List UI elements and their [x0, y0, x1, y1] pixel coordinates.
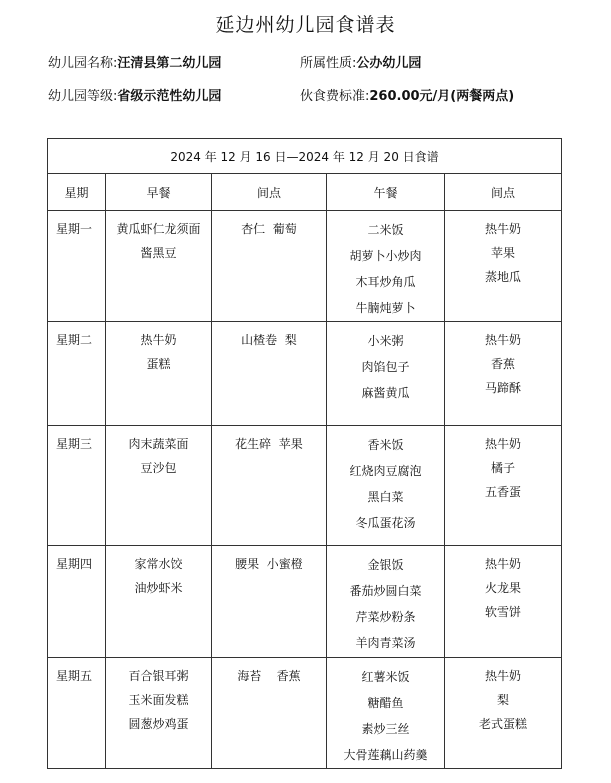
type-value: 公办幼儿园: [356, 56, 422, 71]
menu-item: 香蕉: [491, 357, 516, 371]
menu-item: 玉米面发糕: [128, 693, 189, 707]
name-value: 汪清县第二幼儿园: [117, 56, 222, 71]
menu-item: 腰果 小蜜橙: [235, 557, 303, 571]
menu-item: 橘子: [491, 461, 516, 475]
menu-item: 热牛奶: [140, 333, 177, 347]
breakfast-cell: [106, 211, 212, 322]
menu-item: 肉末蔬菜面: [128, 437, 189, 451]
lunch-cell: [327, 658, 445, 769]
kindergarten-name: [48, 52, 221, 71]
menu-item: 红烧肉豆腐泡: [349, 464, 422, 478]
menu-item: 酱黑豆: [140, 246, 177, 260]
menu-item: 二米饭: [367, 223, 404, 237]
fee-value: 260.00元/月(两餐两点): [369, 89, 515, 104]
snack-2-cell: [445, 322, 562, 426]
type-label: 所属性质:: [300, 56, 357, 71]
day-label: 星期五: [56, 669, 93, 683]
date-range-caption: 2024 年 12 月 16 日—2024 年 12 月 20 日食谱: [48, 139, 562, 174]
day-cell: [48, 211, 106, 322]
menu-item: 羊肉青菜汤: [355, 636, 416, 650]
menu-item: 番茄炒圆白菜: [349, 584, 422, 598]
fee-label: 伙食费标准:: [300, 89, 370, 104]
menu-item: 马蹄酥: [485, 381, 522, 395]
menu-item: 五香蛋: [485, 485, 522, 499]
header-snack-1: 间点: [212, 174, 327, 211]
menu-item: 黄瓜虾仁龙须面: [116, 222, 201, 236]
header-lunch: 午餐: [327, 174, 445, 211]
snack-1-cell: [212, 546, 327, 658]
day-cell: [48, 322, 106, 426]
table-row: [48, 211, 562, 322]
table-row: [48, 658, 562, 769]
menu-item: 蛋糕: [146, 357, 171, 371]
snack-2-cell: [445, 658, 562, 769]
menu-item: 小米粥: [367, 334, 404, 348]
day-cell: [48, 546, 106, 658]
snack-2-cell: [445, 546, 562, 658]
menu-table: [47, 138, 562, 769]
menu-item: 圆葱炒鸡蛋: [128, 717, 189, 731]
menu-item: 牛腩炖萝卜: [355, 301, 416, 315]
menu-item: 百合银耳粥: [128, 669, 189, 683]
breakfast-cell: [106, 322, 212, 426]
snack-1-cell: [212, 211, 327, 322]
menu-item: 杏仁 葡萄: [241, 222, 297, 236]
lunch-cell: [327, 322, 445, 426]
day-label: 星期一: [56, 222, 93, 236]
menu-item: 火龙果: [485, 581, 522, 595]
menu-item: 软雪饼: [485, 605, 522, 619]
menu-item: 芹菜炒粉条: [355, 610, 416, 624]
day-cell: [48, 658, 106, 769]
menu-item: 油炒虾米: [134, 581, 183, 595]
menu-item: 冬瓜蛋花汤: [355, 516, 416, 530]
menu-item: 糖醋鱼: [367, 696, 404, 710]
menu-item: 热牛奶: [485, 437, 522, 451]
table-header: [48, 174, 562, 211]
table-row: [48, 426, 562, 546]
menu-item: 山楂卷 梨: [241, 333, 297, 347]
menu-item: 木耳炒角瓜: [355, 275, 416, 289]
snack-2-cell: [445, 211, 562, 322]
menu-item: 老式蛋糕: [479, 717, 528, 731]
menu-item: 苹果: [491, 246, 516, 260]
snack-2-cell: [445, 426, 562, 546]
table-row: [48, 546, 562, 658]
snack-1-cell: [212, 426, 327, 546]
day-label: 星期四: [56, 557, 93, 571]
menu-item: 大骨莲藕山药羹: [343, 748, 428, 762]
snack-1-cell: [212, 322, 327, 426]
page-title: 延边州幼儿园食谱表: [215, 14, 396, 36]
lunch-cell: [327, 211, 445, 322]
day-cell: [48, 426, 106, 546]
menu-item: 热牛奶: [485, 557, 522, 571]
menu-item: 热牛奶: [485, 222, 522, 236]
breakfast-cell: [106, 546, 212, 658]
day-label: 星期二: [56, 333, 93, 347]
breakfast-cell: [106, 658, 212, 769]
level-value: 省级示范性幼儿园: [117, 89, 222, 104]
menu-item: 素炒三丝: [361, 722, 410, 736]
menu-item: 蒸地瓜: [485, 270, 522, 284]
menu-item: 花生碎 苹果: [235, 437, 303, 451]
menu-item: 胡萝卜小炒肉: [349, 249, 422, 263]
table-row: [48, 322, 562, 426]
kindergarten-level: [48, 85, 221, 104]
menu-item: 金银饭: [367, 558, 404, 572]
menu-item: 热牛奶: [485, 333, 522, 347]
name-label: 幼儿园名称:: [48, 56, 118, 71]
menu-item: 家常水饺: [134, 557, 183, 571]
menu-item: 热牛奶: [485, 669, 522, 683]
menu-item: 肉馅包子: [361, 360, 410, 374]
lunch-cell: [327, 546, 445, 658]
menu-item: 海苔 香蕉: [237, 669, 301, 683]
meal-fee: [300, 85, 514, 104]
menu-item: 黑白菜: [367, 490, 404, 504]
header-snack-2: 间点: [445, 174, 562, 211]
menu-item: 香米饭: [367, 438, 404, 452]
day-label: 星期三: [56, 437, 93, 451]
snack-1-cell: [212, 658, 327, 769]
level-label: 幼儿园等级:: [48, 89, 118, 104]
menu-item: 梨: [497, 693, 510, 707]
lunch-cell: [327, 426, 445, 546]
menu-item: 红薯米饭: [361, 670, 410, 684]
menu-item: 麻酱黄瓜: [361, 386, 410, 400]
header-day: 星期: [48, 174, 106, 211]
menu-item: 豆沙包: [140, 461, 177, 475]
header-breakfast: 早餐: [106, 174, 212, 211]
breakfast-cell: [106, 426, 212, 546]
kindergarten-type: [300, 52, 421, 71]
